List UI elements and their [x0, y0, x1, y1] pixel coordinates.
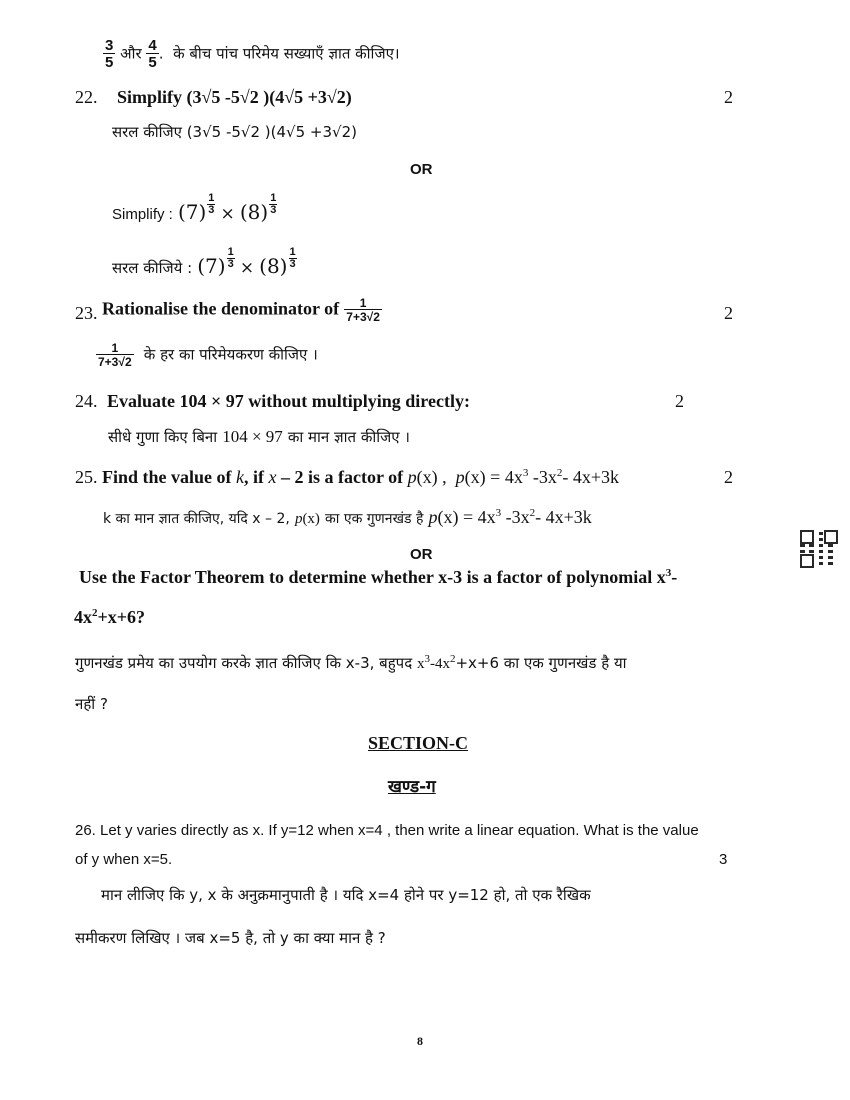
question-text: 26. Let y varies directly as x. If y=12 when x=4 , then write a linear equation. What is the value [75, 822, 699, 839]
question-text-cont: of y when x=5. [75, 851, 173, 868]
fraction: $\frac{4}{5}$ [148, 37, 157, 71]
question-number: 22. [75, 87, 98, 107]
page-number: 8 [417, 1034, 423, 1048]
alt-question-en: Use the Factor Theorem to determine whether x-3 is a factor of polynomial $x^3-$ [79, 567, 678, 587]
fraction: $\frac{1}{7+3√2}$ [98, 341, 132, 369]
question-text-hindi: सीधे गुणा किए बिना 104 × 97 का मान ज्ञात कीजिए । [108, 427, 410, 446]
question-text: Rationalise the denominator of $\frac{1}{7+3√2}$ [102, 296, 380, 324]
marks: 2 [724, 303, 733, 323]
question-text-hindi: सरल कीजिए (3√5 -5√2 )(4√5 +3√2) [112, 123, 357, 141]
marks: 2 [675, 391, 684, 411]
fraction: $\frac{1}{7+3√2}$ [346, 296, 380, 324]
question-text-hindi: k का मान ज्ञात कीजिए, यदि x – 2, p(x) का एक गुणनखंड है $p(x) = 4x^3$ $-3x^2-$ 4x+3k [103, 507, 592, 527]
q21-tail: $\frac{3}{5}$ और $\frac{4}{5}$ . के बीच पांच परिमेय सख्याएँ ज्ञात कीजिए। [105, 37, 400, 71]
question-number: 23. [75, 303, 98, 323]
qr-code-icon [800, 530, 838, 568]
alt-question-en: Simplify : (7) $^{\frac{1}{3}}$ × (8) $^{\frac{1}{3}}$ [112, 192, 277, 224]
question-text-hindi-cont: समीकरण लिखिए । जब x=5 है, तो y का क्या मान है ? [75, 929, 386, 947]
section-title: SECTION-C [368, 733, 469, 753]
alt-question-hi: सरल कीजिये : (7) $^{\frac{1}{3}}$ × (8) $^{\frac{1}{3}}$ [112, 246, 296, 278]
exponent-fraction: 1 3 [289, 246, 296, 270]
question-text: Evaluate 104 × 97 without multiplying directly: [107, 391, 470, 411]
section-title-hindi: खण्ड-ग [388, 777, 436, 797]
fraction: $\frac{3}{5}$ [105, 37, 114, 71]
exponent-fraction: 1 3 [270, 192, 277, 216]
marks: 3 [719, 851, 728, 868]
exponent-fraction: 1 3 [227, 246, 234, 270]
question-text: Simplify (3√5 -5√2 )(4√5 +3√2) [117, 87, 352, 107]
or-label: OR [410, 161, 433, 178]
exponent-fraction: 1 3 [208, 192, 215, 216]
question-text: 25. Find the value of k, if x – 2 is a factor of p(x) , $p(x) = 4x^3$ $-3x^2-$ 4x+3k [75, 467, 619, 487]
marks: 2 [724, 87, 733, 107]
question-number: 24. [75, 391, 98, 411]
marks: 2 [724, 467, 733, 487]
question-text-hindi: $\frac{1}{7+3√2}$ के हर का परिमेयकरण कीजिए । [98, 341, 318, 369]
alt-question-en-cont: $4x^2+x+6$? [74, 607, 146, 627]
or-label: OR [410, 546, 433, 563]
question-text-hindi: मान लीजिए कि y, x के अनुक्रमानुपाती है । यदि x=4 होने पर y=12 हो, तो एक रैखिक [101, 886, 591, 904]
alt-question-hi-cont: नहीं ? [75, 695, 108, 713]
alt-question-hi: गुणनखंड प्रमेय का उपयोग करके ज्ञात कीजिए कि x-3, बहुपद $x^3-4x^2+x+6$ का एक गुणनखंड है या [75, 653, 627, 672]
